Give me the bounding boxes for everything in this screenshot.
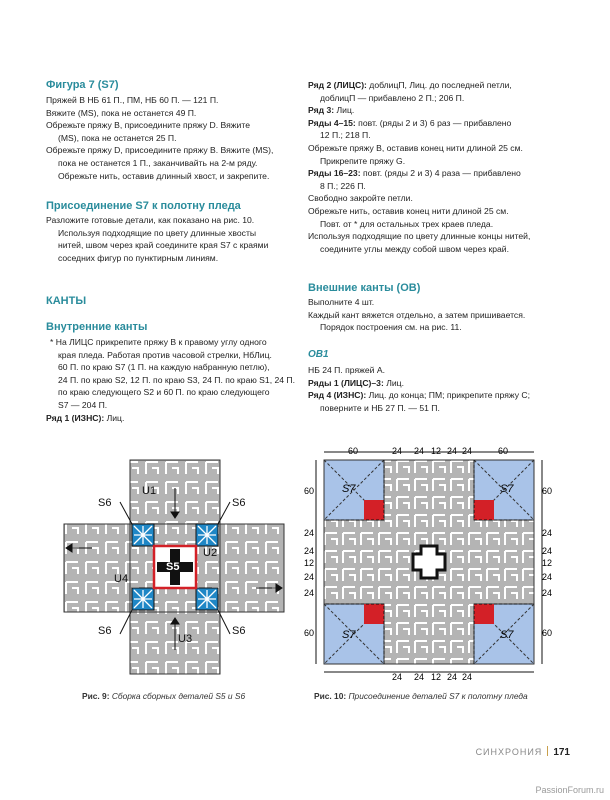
attach-line: Используя подходящие по цвету длинные хвосты [58,227,257,238]
dim-right: 24 [542,546,553,556]
join-line: Используя подходящие по цвету длинные концы нитей, [308,231,531,242]
ob1-r4-cont: поверните и НБ 27 П. — 51 П. [320,402,440,413]
attach-line: нитей, швом через край соедините края S7 с краями [58,240,269,251]
attach-line: Разложите готовые детали, как показано на рис. 10. [46,215,255,225]
r2-line [308,79,570,92]
fig7-line: Пряжей В НБ 61 П., ПМ, НБ 60 П. — 121 П. [46,95,219,105]
figure-9 [62,458,288,678]
row-text: Лиц. [334,105,355,116]
dim-top: 24 [392,446,403,456]
row-text: повт. (ряды 2 и 3) 6 раз — прибавлено [355,117,512,128]
row-label: Ряды 16–23: [308,168,361,179]
fig7-title: Фигура 7 (S7) [46,79,119,91]
attach-title: Присоединение S7 к полотну пледа [46,200,241,212]
fig7-line: Вяжите (MS), пока не останется 49 П. [46,107,197,118]
figure-10 [304,440,554,682]
join-line: соедините углы между собой швом через край. [320,243,509,254]
r415-cont: 12 П.; 218 П. [320,130,371,141]
label-s6: S6 [232,497,246,509]
right-body [308,79,570,255]
row-text: Лиц. до конца; ПМ; прикрепите пряжу С; [366,390,531,401]
caption-text: Присоединение деталей S7 к полотну пледа [346,691,528,701]
ob1-line: НБ 24 П. пряжей А. [308,365,385,375]
cut2-line: Обрежьте нить, оставив конец нити длиной 25 см. [308,205,509,216]
label-u2: U2 [203,547,218,559]
row-text: Лиц. [383,377,404,388]
dim-top: 24 [414,446,425,456]
fig7-line: пока не останется 1 П., заканчивайть на 2-м ряду. [58,157,258,168]
bindoff-line: Свободно закройте петли. [308,193,413,204]
footer-divider [547,746,548,756]
dim-bottom: 24 [414,672,425,682]
label-s7: S7 [500,629,514,641]
label-s7: S7 [500,483,514,495]
outer-line: Выполните 4 шт. [308,297,375,307]
attach-line: соседних фигур по пунктирным линиям. [58,252,219,263]
r3-line [308,104,570,117]
dim-right: 12 [542,558,553,568]
row-text: доблицП, Лиц. до последней петли, [366,80,512,90]
row-label: Ряд 4 (ИЗНС): [308,390,367,401]
inner-line: края пледа. Работая против часовой стрелки, НбЛиц. [58,349,272,360]
dim-left: 24 [304,588,315,598]
r415-line [308,117,570,130]
r2-cont: доблицП — прибавлено 2 П.; 206 П. [320,92,465,103]
inner-line: 60 П. по краю S7 (1 П. на каждую набранную петлю), [58,362,270,373]
dim-left: 12 [304,558,315,568]
dim-left: 24 [304,528,315,538]
label-s5: S5 [166,561,180,573]
fig7-line: Обрежьте пряжу D, присоедините пряжу B. Вяжите (MS), [46,145,274,156]
row-label: Ряды 4–15: [308,117,356,128]
kanty-title: КАНТЫ [46,295,87,307]
ob1-title: ОВ1 [308,349,329,360]
inner-body [46,336,308,424]
row-text: повт. (ряды 2 и 3) 4 раза — прибавлено [360,168,521,179]
dim-top: 60 [348,446,359,456]
page-number: 171 [553,747,570,758]
inner-line: по краю следующего S2 и 60 П. по краю следующего [58,387,270,398]
dim-right: 60 [542,628,553,638]
row-label: Ряд 3: [308,105,335,116]
figure-10-caption [314,690,528,703]
label-s6: S6 [98,625,112,637]
outer-title: Внешние канты (ОВ) [308,282,421,294]
label-s7: S7 [342,629,356,641]
dim-right: 24 [542,588,553,598]
caption-label: Рис. 10: [314,691,347,701]
inner-row1 [46,412,308,425]
dim-right: 24 [542,572,553,582]
label-s6: S6 [232,625,246,637]
cut1-line: Обрежьте пряжу В, оставив конец нити длиной 25 см. [308,142,523,153]
caption-label: Рис. 9: [82,691,110,701]
dim-left: 24 [304,572,315,582]
inner-line: S7 — 204 П. [58,399,108,410]
dim-bottom: 12 [431,672,442,682]
r1623-line [308,167,570,180]
row-label: Ряд 1 (ИЗНС): [46,412,105,423]
row-label: Ряд 2 (ЛИЦС): [308,80,367,90]
dim-top: 60 [498,446,509,456]
fig7-line: Обрежьте нить, оставив длинный хвост, и закрепите. [58,170,270,181]
page-footer [476,746,570,760]
inner-line: 24 П. по краю S2, 12 П. по краю S3, 24 П. по краю S1, 24 П. [58,374,295,385]
dim-bottom: 24 [462,672,473,682]
outer-body [308,296,570,334]
ob1-r4 [308,389,570,402]
label-u3: U3 [178,633,193,645]
dim-top: 24 [462,446,473,456]
repeat-line: Повт. от * для остальных трех краев пледа. [320,218,494,229]
fig7-body [46,94,308,182]
s6-square [196,524,218,546]
label-u4: U4 [114,573,129,585]
label-s6: S6 [98,497,112,509]
figure-9-caption [82,690,245,703]
row-text: Лиц. [104,412,125,423]
inner-title: Внутренние канты [46,321,148,333]
dim-bottom: 24 [447,672,458,682]
s6-square [196,588,218,610]
attachG-line: Прикрепите пряжу G. [320,155,406,166]
r1623-cont: 8 П.; 226 П. [320,180,366,191]
dim-top: 24 [447,446,458,456]
outer-line: Каждый кант вяжется отдельно, а затем пришивается. [308,309,526,320]
dim-bottom: 24 [392,672,403,682]
attach-body [46,214,308,264]
label-s7: S7 [342,483,356,495]
caption-text: Сборка сборных деталей S5 и S6 [109,691,246,701]
outer-line: Порядок построения см. на рис. 11. [320,322,462,333]
inner-line: * На ЛИЦС прикрепите пряжу В к правому углу одного [50,337,267,347]
dim-top: 12 [431,446,442,456]
magazine-name: СИНХРОНИЯ [475,747,543,757]
ob1-body [308,364,570,414]
label-u1: U1 [142,485,157,497]
dim-left: 60 [304,486,315,496]
ob1-r13 [308,377,570,390]
fig7-line: (MS), пока не останется 25 П. [58,132,177,143]
s6-square [132,524,154,546]
dim-right: 60 [542,486,553,496]
dim-left: 24 [304,546,315,556]
watermark: PassionForum.ru [535,785,604,795]
s6-square [132,588,154,610]
dim-right: 24 [542,528,553,538]
row-label: Ряды 1 (ЛИЦС)–3: [308,377,384,388]
dim-left: 60 [304,628,315,638]
fig7-line: Обрежьте пряжу B, присоедините пряжу D. Вяжите [46,120,250,131]
